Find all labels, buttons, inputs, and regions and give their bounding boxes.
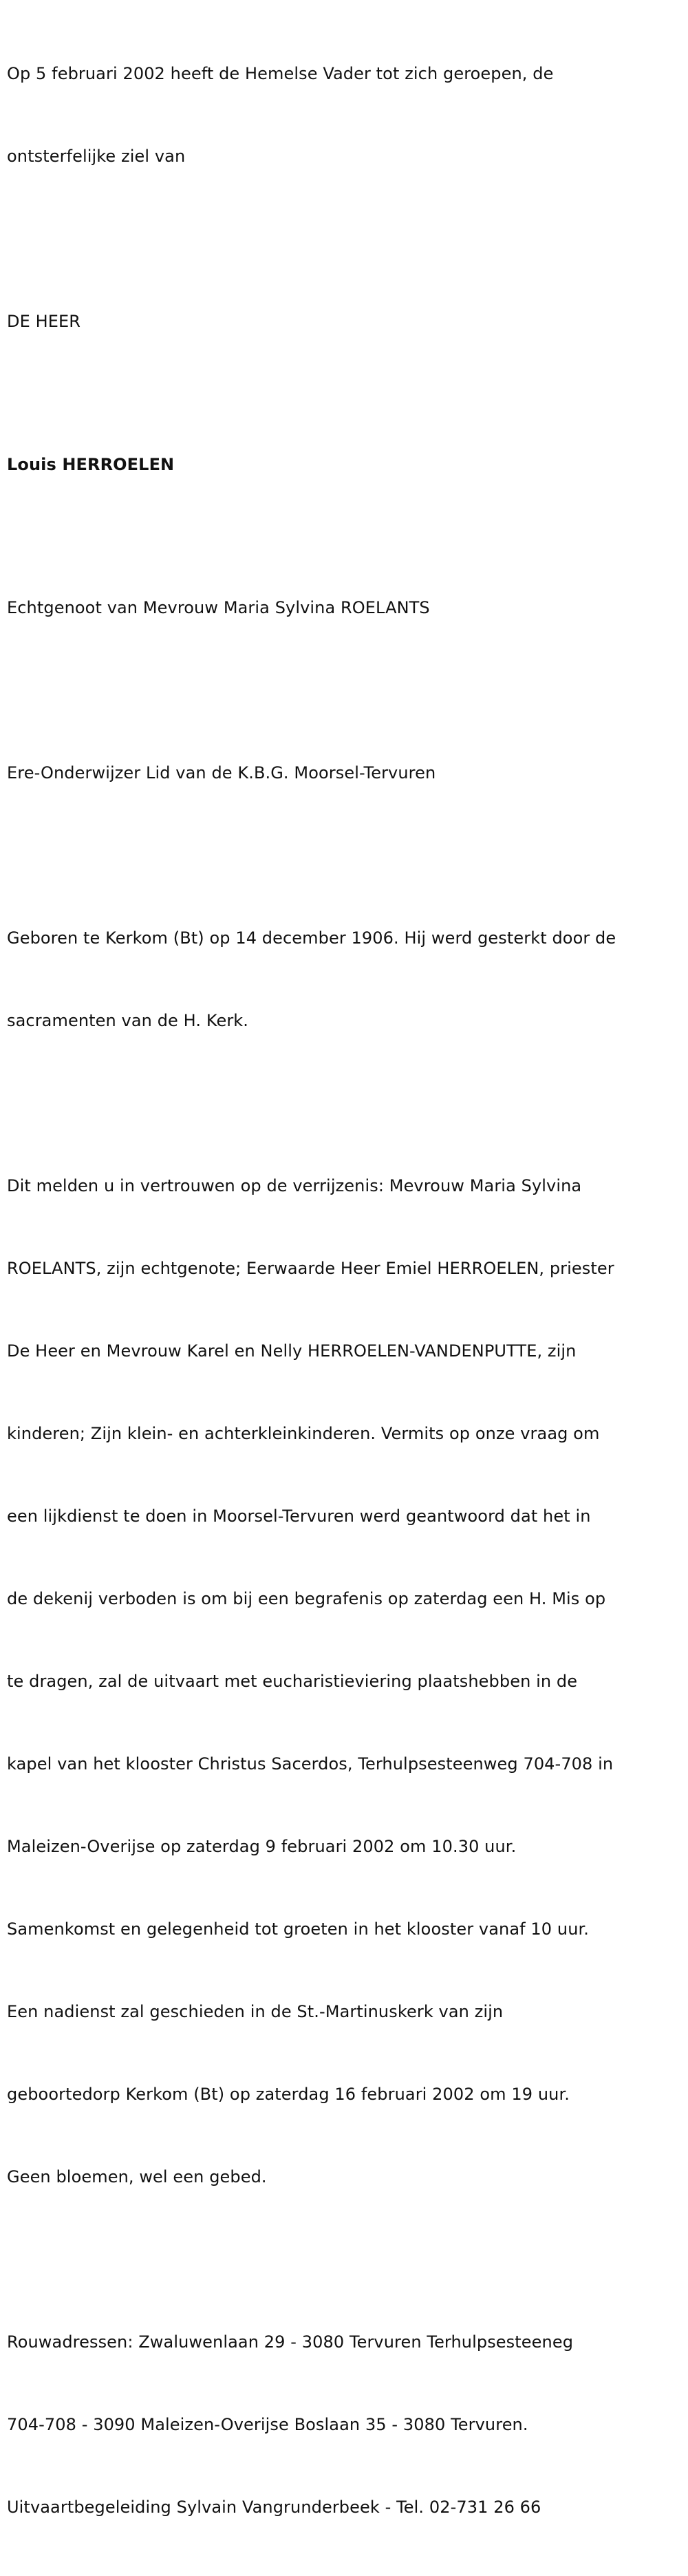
address-line: Rouwadressen: Zwaluwenlaan 29 - 3080 Tervuren Terhulpsesteeneg: [7, 2332, 574, 2352]
spacer: [7, 842, 685, 869]
spouse-line: Echtgenoot van Mevrouw Maria Sylvina ROELANTS: [7, 598, 430, 617]
announcement-line: ROELANTS, zijn echtgenote; Eerwaarde Heer Emiel HERROELEN, priester: [7, 1259, 614, 1278]
announcement-line: een lijkdienst te doen in Moorsel-Tervuren werd geantwoord dat het in: [7, 1507, 591, 1526]
announcement-line: kapel van het klooster Christus Sacerdos, Terhulpsesteenweg 704-708 in: [7, 1754, 614, 1774]
birth-line: sacramenten van de H. Kerk.: [7, 1011, 249, 1030]
announcement-paragraph: [7, 1117, 685, 2246]
intro-paragraph: [7, 5, 685, 225]
announcement-line: te dragen, zal de uitvaart met eucharistieviering plaatshebben in de: [7, 1672, 578, 1691]
deceased-title: [7, 253, 685, 390]
honorific-title: DE HEER: [7, 312, 81, 331]
announcement-line: Dit melden u in vertrouwen op de verrijzenis: Mevrouw Maria Sylvina: [7, 1176, 582, 1195]
intro-line: Op 5 februari 2002 heeft de Hemelse Vader tot zich geroepen, de: [7, 64, 554, 83]
spacer: [7, 1089, 685, 1117]
deceased-name-block: [7, 396, 685, 533]
address-line: Uitvaartbegeleiding Sylvain Vangrunderbeek - Tel. 02-731 26 66: [7, 2498, 541, 2517]
death-notice: [7, 5, 685, 2576]
announcement-line: de dekenij verboden is om bij een begrafenis op zaterdag een H. Mis op: [7, 1589, 606, 1608]
announcement-line: Samenkomst en gelegenheid tot groeten in het klooster vanaf 10 uur.: [7, 1919, 589, 1939]
occupation-line: Ere-Onderwijzer Lid van de K.B.G. Moorsel-Tervuren: [7, 763, 436, 783]
announcement-line: Een nadienst zal geschieden in de St.-Martinuskerk van zijn: [7, 2002, 504, 2021]
deceased-name: Louis HERROELEN: [7, 455, 175, 474]
announcement-line: kinderen; Zijn klein- en achterkleinkinderen. Vermits op onze vraag om: [7, 1424, 600, 1443]
occupation-block: [7, 704, 685, 842]
birth-line: Geboren te Kerkom (Bt) op 14 december 1906. Hij werd gesterkt door de: [7, 928, 616, 948]
announcement-line: geboortedorp Kerkom (Bt) op zaterdag 16 februari 2002 om 19 uur.: [7, 2085, 570, 2104]
spacer: [7, 225, 685, 253]
announcement-line: Maleizen-Overijse op zaterdag 9 februari 2002 om 10.30 uur.: [7, 1837, 517, 1856]
addresses-paragraph: [7, 2273, 685, 2576]
announcement-line: Geen bloemen, wel een gebed.: [7, 2167, 267, 2186]
address-line: 704-708 - 3090 Maleizen-Overijse Boslaan 35 - 3080 Tervuren.: [7, 2415, 528, 2434]
birth-paragraph: [7, 869, 685, 1089]
spouse-block: [7, 539, 685, 677]
spacer: [7, 2246, 685, 2273]
announcement-line: De Heer en Mevrouw Karel en Nelly HERROELEN-VANDENPUTTE, zijn: [7, 1341, 577, 1361]
spacer: [7, 677, 685, 704]
intro-line: ontsterfelijke ziel van: [7, 147, 186, 166]
